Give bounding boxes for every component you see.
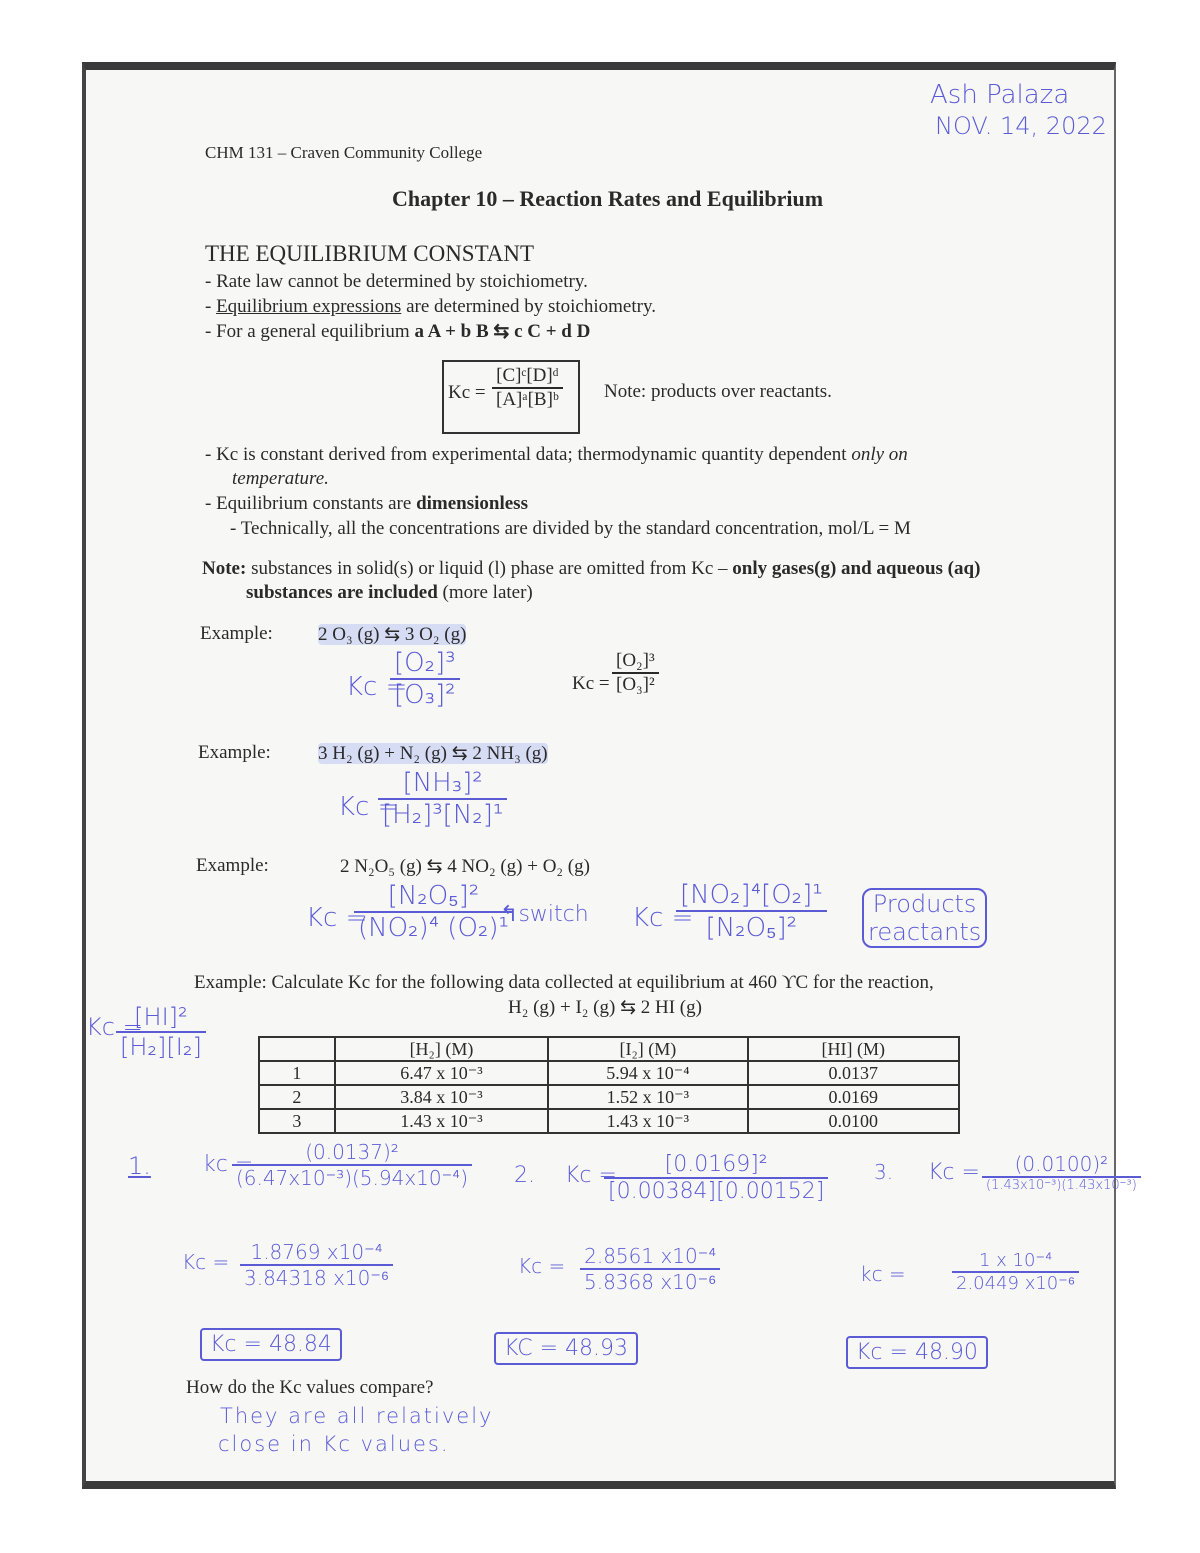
solution-2-lhs2: Kc = xyxy=(518,1254,566,1278)
equilibrium-data-table xyxy=(258,1036,960,1134)
solution-1-result: Kc = 48.84 xyxy=(200,1328,342,1361)
example-1-hw-lhs: Kc = xyxy=(346,672,408,702)
example-1-reaction: 2 O₃ (g) ⇆ 3 O₂ (g) xyxy=(318,624,467,645)
note-dimensionless: - Equilibrium constants are dimensionless xyxy=(205,493,528,514)
table-header xyxy=(259,1037,335,1061)
solution-3-lhs2: kc = xyxy=(860,1262,906,1286)
note-standard-concentration: - Technically, all the concentrations are divided by the standard concentration, mol/L = M xyxy=(230,518,911,539)
solution-3-number: 3. xyxy=(874,1160,894,1184)
note-phases: Note: substances in solid(s) or liquid (l) phase are omitted from Kc – only gases(g) and aqueous (aq) xyxy=(202,558,981,579)
table-cell: 0.0169 xyxy=(748,1085,959,1109)
solution-2-number: 2. xyxy=(514,1163,535,1188)
solution-3-lhs: Kc = xyxy=(928,1160,980,1185)
example-1-printed-lhs: Kc = xyxy=(572,673,610,694)
kc-formula-numerator: [C]ᶜ[D]ᵈ xyxy=(496,365,559,386)
note-phases-cont: substances are included (more later) xyxy=(246,582,533,603)
question: How do the Kc values compare? xyxy=(186,1377,434,1398)
bullet-equilibrium-expressions: - Equilibrium expressions are determined by stoichiometry. xyxy=(205,296,656,317)
example-2-hw-lhs: Kc = xyxy=(338,792,400,822)
solution-1-number: 1. xyxy=(128,1152,151,1180)
solution-2-setup: $\frac{\text{[0.0169]²}}{[0.00384][0.00152]}$ xyxy=(604,1152,828,1204)
table-cell: 5.94 x 10⁻⁴ xyxy=(548,1061,747,1085)
kc-formula-lhs: Kc = xyxy=(448,382,486,403)
calc-reaction: H₂ (g) + I₂ (g) ⇆ 2 HI (g) xyxy=(508,997,702,1018)
example-3-hw2-fraction: $\frac{\text{[NO₂]⁴[O₂]¹}}{\text{[N₂O₅]²}}$ xyxy=(676,880,827,943)
course-name: CHM 131 – Craven Community College xyxy=(205,143,483,162)
table-cell: 1 xyxy=(259,1061,335,1085)
calc-intro: Example: Calculate Kc for the following data collected at equilibrium at 460 ϒC for the reaction, xyxy=(194,972,934,993)
example-3-hw-lhs: Kc = xyxy=(306,903,368,933)
solution-2-values: $\frac{\text{2.8561 x10⁻⁴}}{\text{5.8368 x10⁻⁶}}$ xyxy=(580,1244,720,1295)
kc-formula-denominator: [A]ᵃ[B]ᵇ xyxy=(492,387,563,411)
solution-3-values: $\frac{\text{1 x 10⁻⁴}}{\text{2.0449 x10⁻⁶}}$ xyxy=(952,1250,1079,1294)
author-date: NOV. 14, 2022 xyxy=(935,112,1107,140)
table-cell: 6.47 x 10⁻³ xyxy=(335,1061,548,1085)
general-reaction: a A + b B ⇆ c C + d D xyxy=(414,321,591,342)
bullet-rate-law: - Rate law cannot be determined by stoichiometry. xyxy=(205,271,588,292)
calc-side-fraction: $\frac{\text{[HI]²}}{\text{[H₂][I₂]}}$ xyxy=(116,1003,206,1061)
products-over-reactants-note: Products reactants xyxy=(862,888,987,948)
answer-line-1: They are all relatively xyxy=(220,1404,494,1428)
solution-1-setup: $\frac{\text{(0.0137)²}}{\text{(6.47x10⁻³)(5.94x10⁻⁴)}}$ xyxy=(232,1140,472,1190)
page-title: Chapter 10 – Reaction Rates and Equilibrium xyxy=(392,186,824,211)
kc-formula-fraction xyxy=(492,365,563,411)
switch-arrow-icon: ↰ xyxy=(500,902,519,927)
table-cell: 1.52 x 10⁻³ xyxy=(548,1085,747,1109)
table-header: [I₂] (M) xyxy=(548,1037,747,1061)
solution-1-lhs2: Kc = xyxy=(182,1250,230,1274)
table-cell: 3.84 x 10⁻³ xyxy=(335,1085,548,1109)
section-heading: THE EQUILIBRIUM CONSTANT xyxy=(205,241,535,266)
table-cell: 0.0100 xyxy=(748,1109,959,1133)
term-equilibrium-expressions: Equilibrium expressions xyxy=(216,296,402,317)
table-cell: 0.0137 xyxy=(748,1061,959,1085)
note-temperature: temperature. xyxy=(232,468,329,489)
solution-1-lhs: kc = xyxy=(203,1152,254,1177)
table-row xyxy=(259,1061,959,1085)
table-cell: 1.43 x 10⁻³ xyxy=(335,1109,548,1133)
note-kc-constant: - Kc is constant derived from experimental data; thermodynamic quantity dependent only on xyxy=(205,444,908,465)
example-1-printed-fraction: $\frac{\text{[O₂]³}}{\text{[O₃]²}}$ xyxy=(612,650,659,696)
calc-side-lhs: Kc = xyxy=(86,1013,143,1041)
switch-annotation: ↰switch xyxy=(500,902,589,927)
table-header: [HI] (M) xyxy=(748,1037,959,1061)
solution-2-lhs: Kc = xyxy=(565,1163,617,1188)
example-3-hw-fraction: $\frac{\text{[N₂O₅]²}}{\text{(NO₂)⁴ (O₂)¹}}$ xyxy=(354,880,513,943)
solution-3-setup: (0.0100)² (1.43x10⁻³)(1.43x10⁻³) xyxy=(982,1152,1141,1193)
kc-formula-note: Note: products over reactants. xyxy=(604,381,832,402)
solution-3-result: Kc = 48.90 xyxy=(846,1336,988,1369)
bullet-general-equilibrium: - For a general equilibrium a A + b B ⇆ c C + d D xyxy=(205,321,591,342)
table-header: [H₂] (M) xyxy=(335,1037,548,1061)
solution-1-values: $\frac{\text{1.8769 x10⁻⁴}}{\text{3.84318 x10⁻⁶}}$ xyxy=(240,1240,393,1291)
example-3-hw2-lhs: Kc = xyxy=(632,903,694,933)
example-3-label: Example: xyxy=(196,855,269,876)
example-1-label: Example: xyxy=(200,623,273,644)
table-row xyxy=(259,1109,959,1133)
author-name: Ash Palaza xyxy=(930,80,1070,110)
example-3-reaction: 2 N₂O₅ (g) ⇆ 4 NO₂ (g) + O₂ (g) xyxy=(340,856,590,877)
example-2-reaction: 3 H₂ (g) + N₂ (g) ⇆ 2 NH₃ (g) xyxy=(318,743,548,764)
example-2-hw-fraction: $\frac{\text{[NH₃]²}}{\text{[H₂]³[N₂]¹}}$ xyxy=(378,768,507,830)
example-1-hw-fraction: $\frac{\text{[O₂]³}}{\text{[O₃]²}}$ xyxy=(390,648,460,710)
example-2-label: Example: xyxy=(198,742,271,763)
table-cell: 3 xyxy=(259,1109,335,1133)
answer-line-2: close in Kc values. xyxy=(218,1432,450,1456)
table-cell: 1.43 x 10⁻³ xyxy=(548,1109,747,1133)
solution-2-result: KC = 48.93 xyxy=(494,1332,638,1365)
table-header-row xyxy=(259,1037,959,1061)
table-row xyxy=(259,1085,959,1109)
table-cell: 2 xyxy=(259,1085,335,1109)
